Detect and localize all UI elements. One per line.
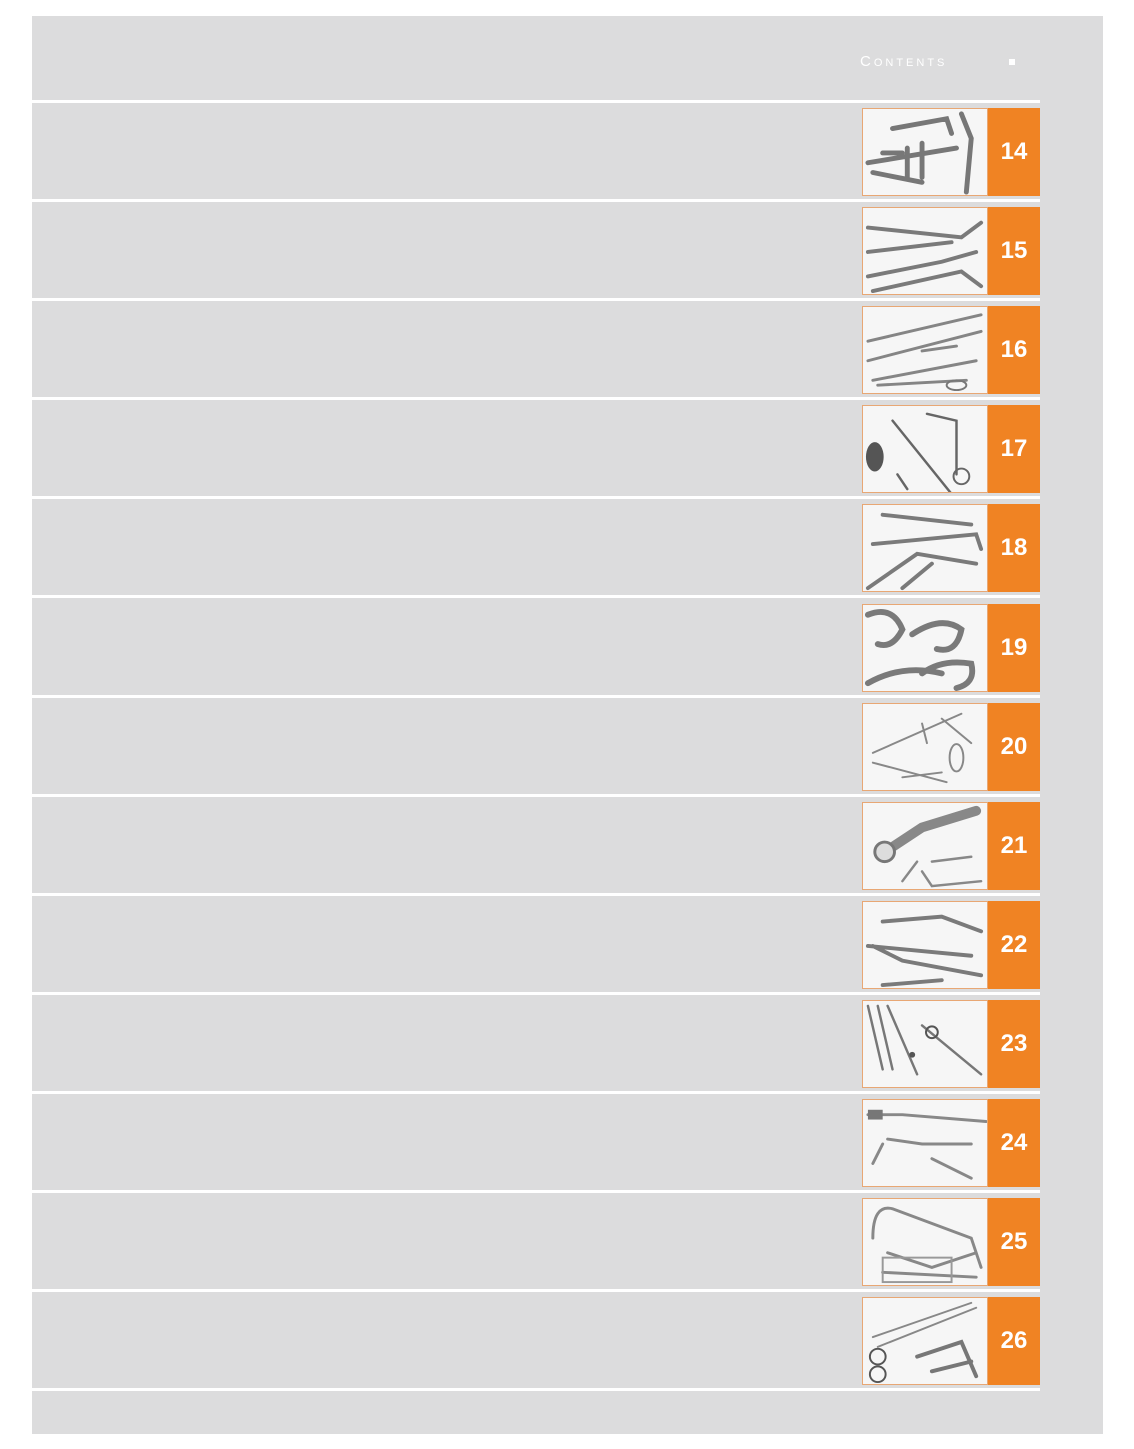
- contents-entry[interactable]: [32, 797, 1040, 893]
- contents-entry[interactable]: [32, 103, 1040, 199]
- contents-entry[interactable]: [32, 698, 1040, 794]
- page-number-tab[interactable]: 24: [988, 1099, 1040, 1187]
- page-number-tab[interactable]: 22: [988, 901, 1040, 989]
- cannula-instruments-image: [862, 1099, 988, 1187]
- mouth-gag-instruments-image: [862, 1198, 988, 1286]
- contents-entry[interactable]: [32, 301, 1040, 397]
- retractor-instruments-image: [862, 108, 988, 196]
- forceps-instruments-image: [862, 207, 988, 295]
- heading-bullet-icon: [1009, 59, 1015, 65]
- page-number-tab[interactable]: 15: [988, 207, 1040, 295]
- scissors-and-speculum-image: [862, 1297, 988, 1385]
- page-number-tab[interactable]: 25: [988, 1198, 1040, 1286]
- needle-holder-instruments-image: [862, 306, 988, 394]
- page-number-tab[interactable]: 16: [988, 306, 1040, 394]
- contents-entry[interactable]: [32, 995, 1040, 1091]
- contents-entry[interactable]: [32, 1292, 1040, 1388]
- page-number-tab[interactable]: 21: [988, 802, 1040, 890]
- page-number-tab[interactable]: 18: [988, 504, 1040, 592]
- row-divider: [32, 1388, 1040, 1391]
- nasal-speculum-instruments-image: [862, 504, 988, 592]
- contents-entry[interactable]: [32, 499, 1040, 595]
- contents-entry[interactable]: [32, 896, 1040, 992]
- page-number-tab[interactable]: 26: [988, 1297, 1040, 1385]
- contents-entry[interactable]: [32, 202, 1040, 298]
- contents-entry[interactable]: [32, 1193, 1040, 1289]
- cheek-retractor-instruments-image: [862, 604, 988, 692]
- contents-entry[interactable]: [32, 599, 1040, 695]
- hook-and-ear-speculum-image: [862, 405, 988, 493]
- page-number-tab[interactable]: 20: [988, 703, 1040, 791]
- page-number-tab[interactable]: 14: [988, 108, 1040, 196]
- page-number-tab[interactable]: 19: [988, 604, 1040, 692]
- page-number-tab[interactable]: 17: [988, 405, 1040, 493]
- laryngoscope-instruments-image: [862, 802, 988, 890]
- curette-instruments-image: [862, 1000, 988, 1088]
- micro-forceps-instruments-image: [862, 703, 988, 791]
- contents-entry[interactable]: [32, 400, 1040, 496]
- contents-entry[interactable]: [32, 1094, 1040, 1190]
- tonsil-forceps-instruments-image: [862, 901, 988, 989]
- contents-heading: Contents: [860, 53, 948, 70]
- page-number-tab[interactable]: 23: [988, 1000, 1040, 1088]
